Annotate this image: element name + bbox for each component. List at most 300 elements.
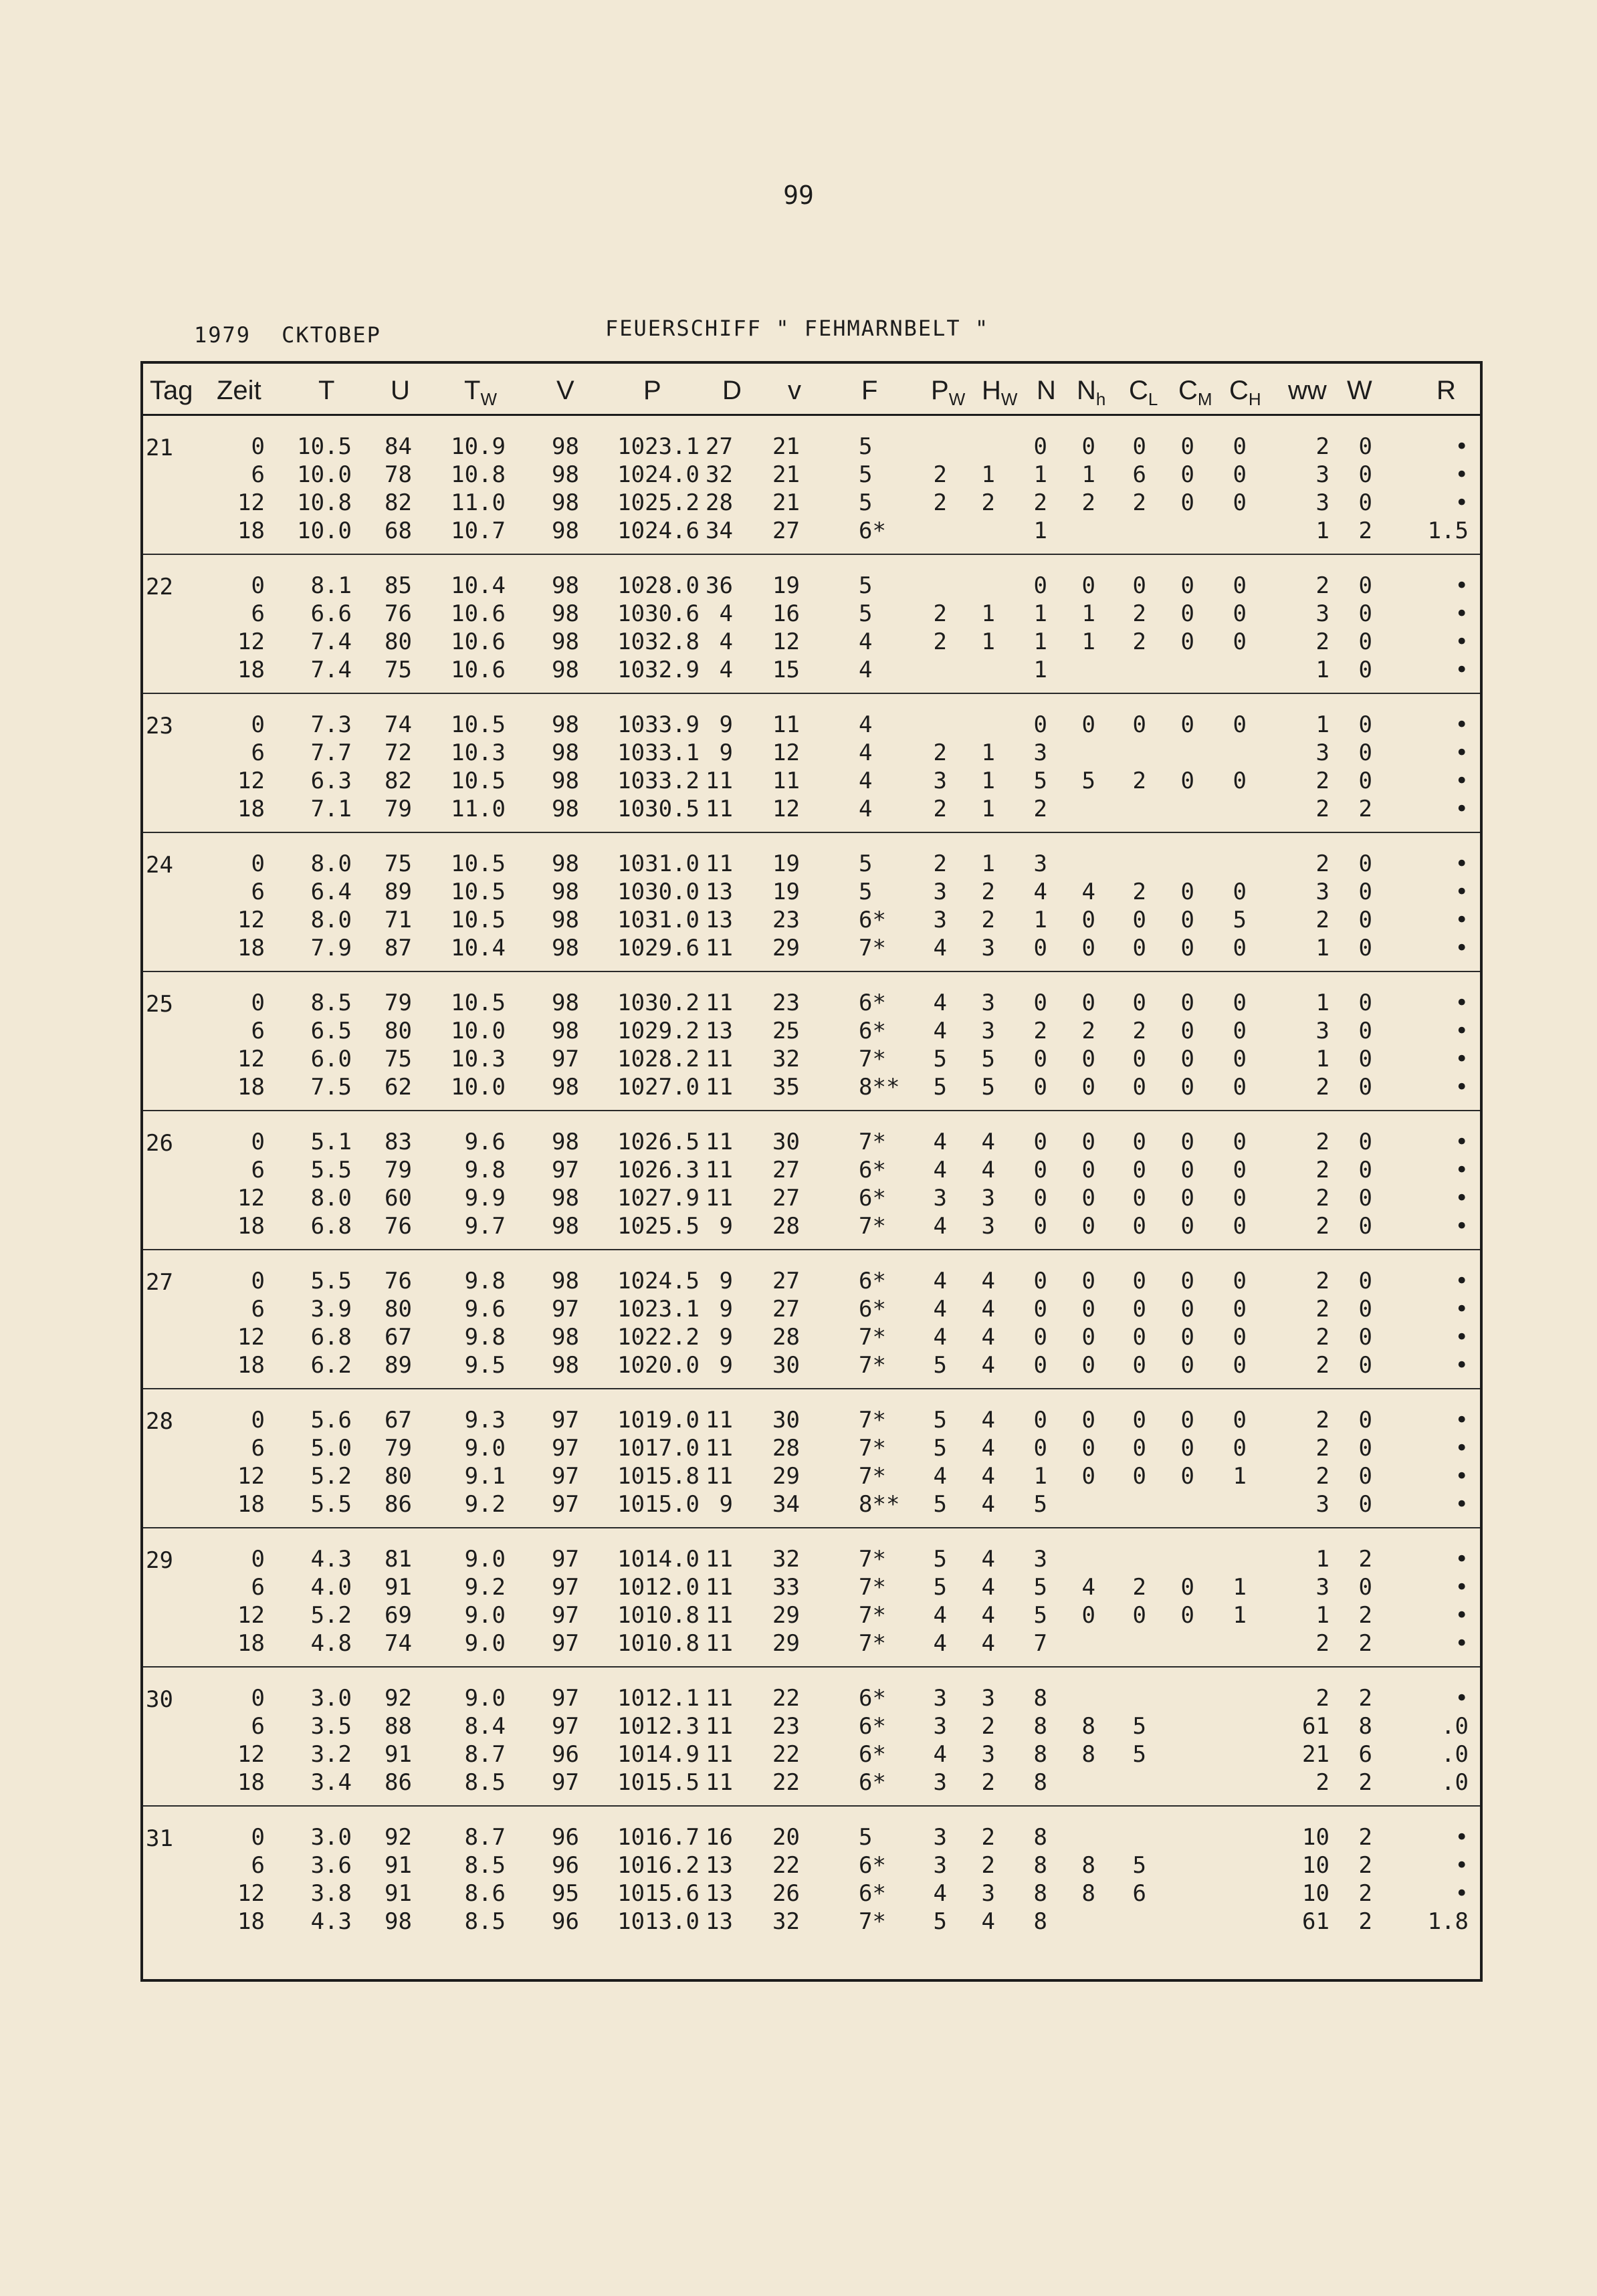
cell-zeit: 18 bbox=[237, 518, 265, 544]
cell-pw: 4 bbox=[933, 1463, 947, 1490]
cell-d: 9 bbox=[719, 1491, 733, 1518]
cell-cm: 0 bbox=[1180, 990, 1194, 1016]
table-row bbox=[143, 1213, 1480, 1241]
cell-u: 79 bbox=[385, 796, 412, 822]
cell-hw: 1 bbox=[981, 768, 995, 794]
cell-zeit: 12 bbox=[237, 1741, 265, 1768]
cell-tw: 9.2 bbox=[464, 1574, 506, 1601]
cell-n: 7 bbox=[1033, 1630, 1047, 1657]
cell-t: 4.3 bbox=[310, 1546, 352, 1573]
cell-nh: 0 bbox=[1081, 1324, 1095, 1351]
cell-p: 1029.6 bbox=[617, 935, 700, 961]
cell-nh: 5 bbox=[1081, 768, 1095, 794]
cell-hw: 4 bbox=[981, 1157, 995, 1183]
cell-pw: 5 bbox=[933, 1352, 947, 1379]
cell-cm: 0 bbox=[1180, 1602, 1194, 1629]
cell-pw: 4 bbox=[933, 1296, 947, 1323]
cell-f: 6* bbox=[859, 907, 886, 933]
table-row bbox=[143, 907, 1480, 935]
cell-tw: 10.3 bbox=[451, 739, 506, 766]
cell-v: 97 bbox=[552, 1713, 579, 1740]
cell-tw: 9.8 bbox=[464, 1268, 506, 1294]
cell-w: 0 bbox=[1358, 1352, 1372, 1379]
col-cm: $C_M$ bbox=[1178, 376, 1212, 409]
cell-p: 1028.0 bbox=[617, 572, 700, 599]
cell-ww: 2 bbox=[1315, 572, 1329, 599]
cell-p: 1015.8 bbox=[617, 1463, 700, 1490]
cell-p: 1014.9 bbox=[617, 1741, 700, 1768]
table-row bbox=[143, 796, 1480, 824]
cell-nh: 0 bbox=[1081, 990, 1095, 1016]
cell-zeit: 0 bbox=[251, 990, 265, 1016]
table-row bbox=[143, 1129, 1480, 1157]
cell-cl: 0 bbox=[1132, 572, 1146, 599]
cell-pw: 4 bbox=[933, 1880, 947, 1907]
cell-ww: 2 bbox=[1315, 907, 1329, 933]
cell-u: 91 bbox=[385, 1574, 412, 1601]
cell-u: 86 bbox=[385, 1769, 412, 1796]
cell-ch: 1 bbox=[1233, 1463, 1247, 1490]
cell-ww: 2 bbox=[1315, 1324, 1329, 1351]
cell-u: 76 bbox=[385, 1268, 412, 1294]
cell-cm: 0 bbox=[1180, 1018, 1194, 1044]
cell-tw: 10.5 bbox=[451, 768, 506, 794]
cell-vw: 19 bbox=[772, 850, 800, 877]
cell-n: 0 bbox=[1033, 1157, 1047, 1183]
cell-nh: 4 bbox=[1081, 879, 1095, 905]
table-row bbox=[143, 489, 1480, 518]
cell-vw: 16 bbox=[772, 600, 800, 627]
cell-w: 0 bbox=[1358, 850, 1372, 877]
cell-ww: 3 bbox=[1315, 1491, 1329, 1518]
cell-v: 98 bbox=[552, 850, 579, 877]
cell-nh: 4 bbox=[1081, 1574, 1095, 1601]
cell-r: • bbox=[1455, 1463, 1469, 1490]
day-block-27 bbox=[143, 1250, 1480, 1389]
cell-ww: 2 bbox=[1315, 1185, 1329, 1212]
cell-t: 5.5 bbox=[310, 1268, 352, 1294]
cell-vw: 27 bbox=[772, 1296, 800, 1323]
cell-zeit: 6 bbox=[251, 879, 265, 905]
cell-hw: 1 bbox=[981, 796, 995, 822]
weather-table bbox=[140, 361, 1483, 1982]
table-row bbox=[143, 461, 1480, 489]
cell-f: 4 bbox=[859, 768, 873, 794]
cell-u: 60 bbox=[385, 1185, 412, 1212]
cell-n: 8 bbox=[1033, 1908, 1047, 1935]
cell-f: 4 bbox=[859, 628, 873, 655]
cell-n: 2 bbox=[1033, 1018, 1047, 1044]
cell-d: 9 bbox=[719, 711, 733, 738]
cell-ww: 1 bbox=[1315, 1602, 1329, 1629]
cell-vw: 25 bbox=[772, 1018, 800, 1044]
cell-d: 11 bbox=[706, 935, 733, 961]
cell-cm: 0 bbox=[1180, 1574, 1194, 1601]
table-row bbox=[143, 1352, 1480, 1380]
cell-ch: 0 bbox=[1233, 1018, 1247, 1044]
cell-ww: 2 bbox=[1315, 1769, 1329, 1796]
cell-cl: 0 bbox=[1132, 1407, 1146, 1433]
cell-vw: 15 bbox=[772, 657, 800, 683]
cell-vw: 32 bbox=[772, 1908, 800, 1935]
cell-vw: 27 bbox=[772, 518, 800, 544]
cell-ch: 0 bbox=[1233, 1268, 1247, 1294]
cell-vw: 22 bbox=[772, 1685, 800, 1712]
cell-tw: 9.0 bbox=[464, 1602, 506, 1629]
cell-p: 1027.9 bbox=[617, 1185, 700, 1212]
cell-r: • bbox=[1455, 1268, 1469, 1294]
table-row bbox=[143, 1185, 1480, 1213]
cell-cl: 0 bbox=[1132, 1074, 1146, 1101]
cell-ww: 2 bbox=[1315, 433, 1329, 460]
cell-ch: 0 bbox=[1233, 461, 1247, 488]
cell-hw: 3 bbox=[981, 1880, 995, 1907]
cell-d: 9 bbox=[719, 1296, 733, 1323]
cell-p: 1010.8 bbox=[617, 1602, 700, 1629]
cell-r: • bbox=[1455, 907, 1469, 933]
cell-n: 0 bbox=[1033, 1352, 1047, 1379]
col-tw: $T_W$ bbox=[464, 376, 497, 409]
cell-vw: 30 bbox=[772, 1352, 800, 1379]
col-n: N bbox=[1037, 376, 1056, 405]
cell-cl: 5 bbox=[1132, 1713, 1146, 1740]
cell-u: 91 bbox=[385, 1741, 412, 1768]
cell-w: 0 bbox=[1358, 1213, 1372, 1240]
cell-hw: 5 bbox=[981, 1046, 995, 1072]
cell-cm: 0 bbox=[1180, 433, 1194, 460]
cell-t: 6.2 bbox=[310, 1352, 352, 1379]
cell-t: 5.0 bbox=[310, 1435, 352, 1462]
cell-hw: 2 bbox=[981, 489, 995, 516]
cell-v: 98 bbox=[552, 990, 579, 1016]
cell-r: • bbox=[1455, 1213, 1469, 1240]
cell-zeit: 6 bbox=[251, 1852, 265, 1879]
cell-w: 2 bbox=[1358, 1685, 1372, 1712]
cell-u: 78 bbox=[385, 461, 412, 488]
cell-d: 11 bbox=[706, 1685, 733, 1712]
cell-ww: 1 bbox=[1315, 1046, 1329, 1072]
cell-vw: 11 bbox=[772, 768, 800, 794]
cell-hw: 1 bbox=[981, 628, 995, 655]
cell-v: 98 bbox=[552, 461, 579, 488]
cell-f: 4 bbox=[859, 739, 873, 766]
cell-hw: 1 bbox=[981, 600, 995, 627]
cell-nh: 1 bbox=[1081, 600, 1095, 627]
cell-r: • bbox=[1455, 796, 1469, 822]
cell-t: 6.4 bbox=[310, 879, 352, 905]
cell-r: • bbox=[1455, 1824, 1469, 1851]
cell-t: 7.9 bbox=[310, 935, 352, 961]
cell-cl: 0 bbox=[1132, 1463, 1146, 1490]
table-row bbox=[143, 657, 1480, 685]
cell-t: 5.2 bbox=[310, 1463, 352, 1490]
cell-v: 95 bbox=[552, 1880, 579, 1907]
cell-t: 4.8 bbox=[310, 1630, 352, 1657]
cell-u: 80 bbox=[385, 1296, 412, 1323]
cell-cl: 0 bbox=[1132, 1602, 1146, 1629]
cell-f: 6* bbox=[859, 1685, 886, 1712]
cell-vw: 34 bbox=[772, 1491, 800, 1518]
cell-cl: 0 bbox=[1132, 907, 1146, 933]
cell-nh: 1 bbox=[1081, 461, 1095, 488]
cell-d: 16 bbox=[706, 1824, 733, 1851]
table-row bbox=[143, 1296, 1480, 1324]
cell-pw: 5 bbox=[933, 1074, 947, 1101]
cell-nh: 0 bbox=[1081, 572, 1095, 599]
cell-nh: 2 bbox=[1081, 1018, 1095, 1044]
cell-hw: 4 bbox=[981, 1129, 995, 1155]
table-row bbox=[143, 1630, 1480, 1658]
cell-d: 4 bbox=[719, 628, 733, 655]
day-block-30 bbox=[143, 1668, 1480, 1807]
cell-cm: 0 bbox=[1180, 1435, 1194, 1462]
cell-pw: 5 bbox=[933, 1491, 947, 1518]
cell-u: 69 bbox=[385, 1602, 412, 1629]
cell-r: • bbox=[1455, 657, 1469, 683]
cell-hw: 2 bbox=[981, 879, 995, 905]
cell-w: 2 bbox=[1358, 1852, 1372, 1879]
table-row bbox=[143, 1324, 1480, 1352]
cell-w: 0 bbox=[1358, 1268, 1372, 1294]
cell-vw: 19 bbox=[772, 879, 800, 905]
cell-w: 0 bbox=[1358, 1435, 1372, 1462]
cell-ch: 1 bbox=[1233, 1574, 1247, 1601]
cell-ch: 0 bbox=[1233, 990, 1247, 1016]
table-row bbox=[143, 850, 1480, 879]
cell-p: 1013.0 bbox=[617, 1908, 700, 1935]
cell-w: 0 bbox=[1358, 990, 1372, 1016]
cell-n: 1 bbox=[1033, 657, 1047, 683]
cell-f: 5 bbox=[859, 1824, 873, 1851]
cell-vw: 26 bbox=[772, 1880, 800, 1907]
cell-nh: 0 bbox=[1081, 1074, 1095, 1101]
cell-t: 6.8 bbox=[310, 1213, 352, 1240]
cell-tw: 9.1 bbox=[464, 1463, 506, 1490]
cell-n: 8 bbox=[1033, 1852, 1047, 1879]
cell-nh: 0 bbox=[1081, 1213, 1095, 1240]
cell-v: 98 bbox=[552, 1268, 579, 1294]
cell-tw: 10.3 bbox=[451, 1046, 506, 1072]
cell-vw: 21 bbox=[772, 433, 800, 460]
cell-pw: 4 bbox=[933, 1630, 947, 1657]
cell-u: 86 bbox=[385, 1491, 412, 1518]
cell-hw: 2 bbox=[981, 907, 995, 933]
cell-n: 1 bbox=[1033, 628, 1047, 655]
cell-f: 6* bbox=[859, 1157, 886, 1183]
day-block-31 bbox=[143, 1807, 1480, 1946]
cell-v: 97 bbox=[552, 1407, 579, 1433]
cell-zeit: 6 bbox=[251, 1018, 265, 1044]
table-row bbox=[143, 628, 1480, 657]
cell-f: 7* bbox=[859, 1630, 886, 1657]
cell-tw: 8.7 bbox=[464, 1741, 506, 1768]
cell-ww: 2 bbox=[1315, 1630, 1329, 1657]
cell-n: 4 bbox=[1033, 879, 1047, 905]
cell-cl: 0 bbox=[1132, 1157, 1146, 1183]
cell-v: 98 bbox=[552, 711, 579, 738]
cell-n: 1 bbox=[1033, 518, 1047, 544]
cell-zeit: 18 bbox=[237, 1630, 265, 1657]
cell-u: 92 bbox=[385, 1824, 412, 1851]
cell-r: • bbox=[1455, 1046, 1469, 1072]
cell-d: 13 bbox=[706, 1018, 733, 1044]
cell-ch: 0 bbox=[1233, 1324, 1247, 1351]
cell-ww: 2 bbox=[1315, 1129, 1329, 1155]
cell-cm: 0 bbox=[1180, 879, 1194, 905]
cell-v: 98 bbox=[552, 1074, 579, 1101]
cell-ww: 3 bbox=[1315, 1018, 1329, 1044]
cell-r: .0 bbox=[1441, 1741, 1469, 1768]
cell-zeit: 0 bbox=[251, 1268, 265, 1294]
cell-p: 1024.6 bbox=[617, 518, 700, 544]
cell-f: 8** bbox=[859, 1074, 900, 1101]
cell-nh: 8 bbox=[1081, 1713, 1095, 1740]
cell-n: 1 bbox=[1033, 907, 1047, 933]
cell-d: 32 bbox=[706, 461, 733, 488]
cell-ch: 0 bbox=[1233, 433, 1247, 460]
cell-vw: 29 bbox=[772, 1463, 800, 1490]
cell-vw: 11 bbox=[772, 711, 800, 738]
cell-cl: 0 bbox=[1132, 990, 1146, 1016]
col-t: T bbox=[318, 376, 335, 405]
col-vw: v bbox=[788, 376, 801, 405]
cell-nh: 0 bbox=[1081, 1435, 1095, 1462]
cell-w: 0 bbox=[1358, 879, 1372, 905]
table-row bbox=[143, 935, 1480, 963]
cell-r: • bbox=[1455, 850, 1469, 877]
cell-r: • bbox=[1455, 1157, 1469, 1183]
cell-p: 1010.8 bbox=[617, 1630, 700, 1657]
cell-n: 0 bbox=[1033, 1296, 1047, 1323]
cell-r: • bbox=[1455, 711, 1469, 738]
day-label: 24 bbox=[146, 852, 173, 879]
cell-f: 7* bbox=[859, 1129, 886, 1155]
cell-f: 6* bbox=[859, 1713, 886, 1740]
cell-cm: 0 bbox=[1180, 935, 1194, 961]
cell-d: 11 bbox=[706, 1463, 733, 1490]
cell-v: 98 bbox=[552, 518, 579, 544]
cell-nh: 0 bbox=[1081, 1407, 1095, 1433]
cell-p: 1012.0 bbox=[617, 1574, 700, 1601]
cell-d: 11 bbox=[706, 990, 733, 1016]
cell-r: • bbox=[1455, 1074, 1469, 1101]
col-d: D bbox=[722, 376, 742, 405]
cell-nh: 0 bbox=[1081, 711, 1095, 738]
cell-cm: 0 bbox=[1180, 1352, 1194, 1379]
cell-f: 5 bbox=[859, 433, 873, 460]
cell-zeit: 18 bbox=[237, 1769, 265, 1796]
cell-d: 11 bbox=[706, 1741, 733, 1768]
cell-p: 1015.0 bbox=[617, 1491, 700, 1518]
cell-cm: 0 bbox=[1180, 1268, 1194, 1294]
cell-ch: 0 bbox=[1233, 1407, 1247, 1433]
col-r: R bbox=[1436, 376, 1456, 405]
cell-v: 98 bbox=[552, 600, 579, 627]
table-row bbox=[143, 1018, 1480, 1046]
cell-n: 5 bbox=[1033, 1574, 1047, 1601]
cell-n: 8 bbox=[1033, 1769, 1047, 1796]
col-w: W bbox=[1347, 376, 1372, 405]
cell-pw: 3 bbox=[933, 1852, 947, 1879]
cell-r: • bbox=[1455, 1129, 1469, 1155]
cell-pw: 2 bbox=[933, 796, 947, 822]
table-row bbox=[143, 1824, 1480, 1852]
cell-tw: 9.0 bbox=[464, 1435, 506, 1462]
cell-ww: 2 bbox=[1315, 1157, 1329, 1183]
cell-cl: 2 bbox=[1132, 489, 1146, 516]
cell-w: 0 bbox=[1358, 1296, 1372, 1323]
cell-v: 98 bbox=[552, 796, 579, 822]
cell-w: 2 bbox=[1358, 1546, 1372, 1573]
cell-cl: 0 bbox=[1132, 1046, 1146, 1072]
cell-zeit: 0 bbox=[251, 1407, 265, 1433]
cell-ch: 0 bbox=[1233, 1352, 1247, 1379]
cell-n: 5 bbox=[1033, 768, 1047, 794]
cell-t: 8.5 bbox=[310, 990, 352, 1016]
cell-u: 92 bbox=[385, 1685, 412, 1712]
cell-tw: 8.7 bbox=[464, 1824, 506, 1851]
cell-w: 0 bbox=[1358, 1018, 1372, 1044]
cell-w: 0 bbox=[1358, 1463, 1372, 1490]
cell-zeit: 6 bbox=[251, 739, 265, 766]
cell-cm: 0 bbox=[1180, 768, 1194, 794]
table-row bbox=[143, 1880, 1480, 1908]
cell-cm: 0 bbox=[1180, 1046, 1194, 1072]
cell-p: 1030.5 bbox=[617, 796, 700, 822]
cell-nh: 8 bbox=[1081, 1741, 1095, 1768]
cell-u: 88 bbox=[385, 1713, 412, 1740]
cell-pw: 4 bbox=[933, 1268, 947, 1294]
cell-u: 80 bbox=[385, 1463, 412, 1490]
cell-pw: 4 bbox=[933, 935, 947, 961]
cell-u: 76 bbox=[385, 600, 412, 627]
cell-v: 98 bbox=[552, 1324, 579, 1351]
cell-pw: 4 bbox=[933, 1157, 947, 1183]
cell-ch: 0 bbox=[1233, 1157, 1247, 1183]
cell-ch: 0 bbox=[1233, 1435, 1247, 1462]
table-row bbox=[143, 1491, 1480, 1519]
table-row bbox=[143, 768, 1480, 796]
col-u: U bbox=[391, 376, 410, 405]
cell-r: .0 bbox=[1441, 1769, 1469, 1796]
cell-f: 6* bbox=[859, 1268, 886, 1294]
cell-t: 6.8 bbox=[310, 1324, 352, 1351]
cell-ww: 2 bbox=[1315, 628, 1329, 655]
cell-vw: 12 bbox=[772, 628, 800, 655]
cell-f: 6* bbox=[859, 1018, 886, 1044]
cell-d: 9 bbox=[719, 739, 733, 766]
cell-u: 68 bbox=[385, 518, 412, 544]
cell-r: • bbox=[1455, 1685, 1469, 1712]
cell-t: 3.8 bbox=[310, 1880, 352, 1907]
cell-n: 5 bbox=[1033, 1491, 1047, 1518]
cell-nh: 0 bbox=[1081, 1296, 1095, 1323]
cell-zeit: 6 bbox=[251, 1574, 265, 1601]
cell-p: 1026.3 bbox=[617, 1157, 700, 1183]
cell-p: 1025.5 bbox=[617, 1213, 700, 1240]
cell-vw: 23 bbox=[772, 1713, 800, 1740]
cell-t: 7.7 bbox=[310, 739, 352, 766]
cell-hw: 4 bbox=[981, 1268, 995, 1294]
cell-p: 1016.7 bbox=[617, 1824, 700, 1851]
table-row bbox=[143, 1074, 1480, 1102]
cell-hw: 4 bbox=[981, 1352, 995, 1379]
table-row bbox=[143, 572, 1480, 600]
cell-ww: 10 bbox=[1302, 1880, 1329, 1907]
cell-n: 0 bbox=[1033, 990, 1047, 1016]
cell-v: 98 bbox=[552, 1018, 579, 1044]
cell-tw: 10.5 bbox=[451, 907, 506, 933]
